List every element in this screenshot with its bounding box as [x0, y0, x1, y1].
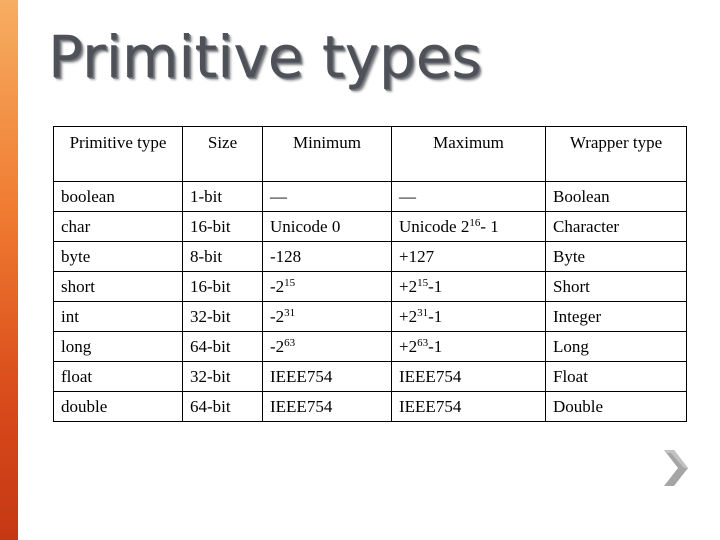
chevron-right-icon: [660, 446, 692, 490]
min-base: -2: [270, 336, 285, 356]
cell-type: double: [54, 392, 183, 422]
table-row: [54, 332, 687, 362]
cell-size: 16-bit: [183, 212, 263, 242]
cell-size: 32-bit: [183, 362, 263, 392]
header-primitive-type: Primitive type: [54, 127, 183, 182]
min-exponent: 31: [284, 306, 296, 319]
slide-title: Primitive types: [48, 23, 482, 91]
accent-side-bar: [0, 0, 18, 540]
cell-type: float: [54, 362, 183, 392]
table-row: [54, 242, 687, 272]
next-slide-button[interactable]: [660, 446, 692, 490]
cell-wrapper: Boolean: [546, 182, 687, 212]
cell-wrapper: Byte: [546, 242, 687, 272]
max-base: Unicode 2: [399, 216, 470, 236]
cell-size: 8-bit: [183, 242, 263, 272]
max-base: +2: [399, 336, 418, 356]
cell-maximum: [392, 272, 546, 302]
header-size: Size: [183, 127, 263, 182]
table-row: [54, 182, 687, 212]
cell-wrapper: Character: [546, 212, 687, 242]
cell-type: byte: [54, 242, 183, 272]
cell-type: boolean: [54, 182, 183, 212]
max-exponent: 31: [417, 306, 429, 319]
cell-maximum: +127: [392, 242, 546, 272]
max-exponent: 63: [417, 336, 429, 349]
cell-size: 32-bit: [183, 302, 263, 332]
max-tail: -1: [428, 276, 443, 296]
cell-wrapper: Double: [546, 392, 687, 422]
cell-type: short: [54, 272, 183, 302]
cell-maximum: [392, 302, 546, 332]
cell-minimum: [263, 302, 392, 332]
cell-size: 64-bit: [183, 392, 263, 422]
cell-wrapper: Long: [546, 332, 687, 362]
table-row: [54, 392, 687, 422]
header-minimum: Minimum: [263, 127, 392, 182]
cell-maximum: —: [392, 182, 546, 212]
max-exponent: 16: [469, 216, 481, 229]
cell-maximum: IEEE754: [392, 362, 546, 392]
table-row: [54, 272, 687, 302]
min-exponent: 15: [284, 276, 296, 289]
table-row: [54, 362, 687, 392]
cell-maximum: IEEE754: [392, 392, 546, 422]
cell-wrapper: Short: [546, 272, 687, 302]
cell-size: 1-bit: [183, 182, 263, 212]
cell-minimum: Unicode 0: [263, 212, 392, 242]
cell-minimum: IEEE754: [263, 362, 392, 392]
min-base: -2: [270, 306, 285, 326]
cell-minimum: -128: [263, 242, 392, 272]
primitive-types-table: [53, 126, 687, 422]
max-tail: -1: [428, 306, 443, 326]
max-base: +2: [399, 306, 418, 326]
max-tail: -1: [428, 336, 443, 356]
cell-minimum: IEEE754: [263, 392, 392, 422]
cell-type: long: [54, 332, 183, 362]
cell-minimum: [263, 332, 392, 362]
min-base: -2: [270, 276, 285, 296]
max-exponent: 15: [417, 276, 429, 289]
header-maximum: Maximum: [392, 127, 546, 182]
cell-size: 16-bit: [183, 272, 263, 302]
table-header-row: [54, 127, 687, 182]
min-exponent: 63: [284, 336, 296, 349]
cell-minimum: [263, 272, 392, 302]
cell-size: 64-bit: [183, 332, 263, 362]
cell-wrapper: Integer: [546, 302, 687, 332]
cell-minimum: —: [263, 182, 392, 212]
cell-type: int: [54, 302, 183, 332]
cell-type: char: [54, 212, 183, 242]
cell-wrapper: Float: [546, 362, 687, 392]
header-wrapper-type: Wrapper type: [546, 127, 687, 182]
max-tail: - 1: [480, 216, 499, 236]
cell-maximum: [392, 212, 546, 242]
table-row: [54, 302, 687, 332]
cell-maximum: [392, 332, 546, 362]
table-row: [54, 212, 687, 242]
max-base: +2: [399, 276, 418, 296]
